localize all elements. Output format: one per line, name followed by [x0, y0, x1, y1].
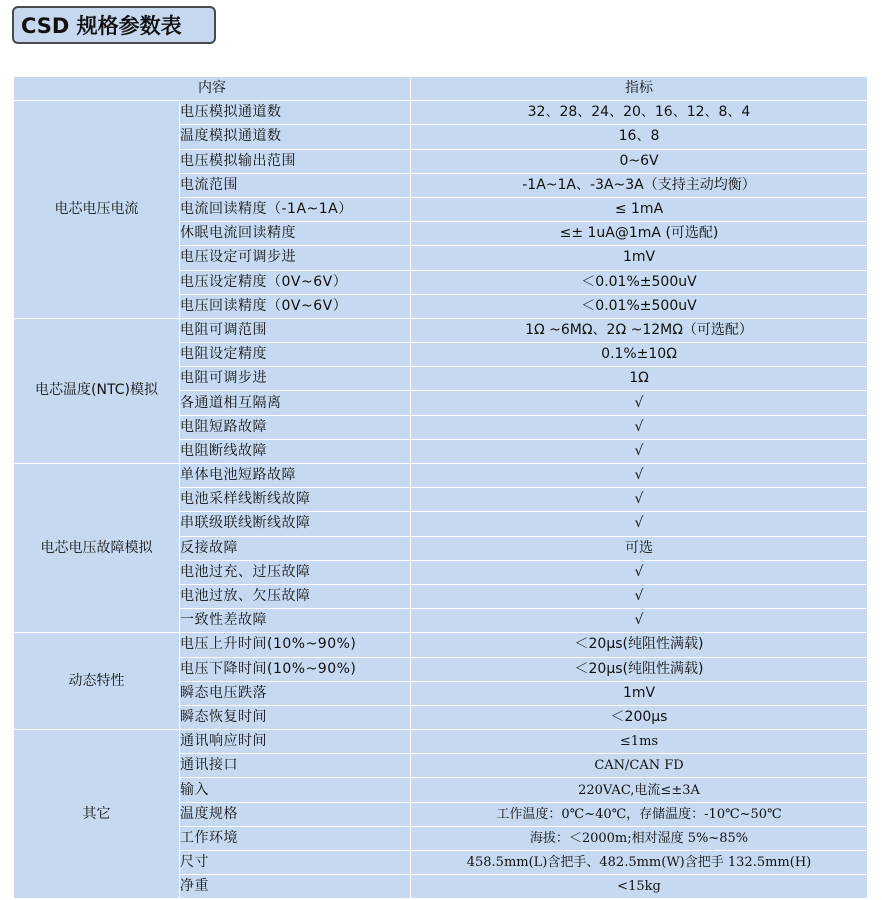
group-label: 动态特性	[14, 633, 180, 730]
spec-item: 温度规格	[180, 802, 411, 826]
spec-value: 16、8	[411, 125, 868, 149]
spec-value: √	[411, 464, 868, 488]
spec-value: 0.1%±10Ω	[411, 343, 868, 367]
spec-value: ＜0.01%±500uV	[411, 270, 868, 294]
spec-item: 电压回读精度（0V~6V）	[180, 294, 411, 318]
spec-value: √	[411, 488, 868, 512]
table-row	[14, 633, 868, 657]
table-row	[14, 464, 868, 488]
spec-item: 温度模拟通道数	[180, 125, 411, 149]
spec-value: √	[411, 584, 868, 608]
spec-value: √	[411, 609, 868, 633]
spec-value: 1mV	[411, 681, 868, 705]
spec-value: 1Ω ~6MΩ、2Ω ~12MΩ（可选配）	[411, 318, 868, 342]
group-label: 电芯温度(NTC)模拟	[14, 318, 180, 463]
spec-value: √	[411, 439, 868, 463]
page-title: CSD 规格参数表	[12, 6, 216, 44]
spec-item: 电阻断线故障	[180, 439, 411, 463]
spec-item: 电阻设定精度	[180, 343, 411, 367]
spec-item: 休眠电流回读精度	[180, 222, 411, 246]
spec-value: 220VAC,电流≤±3A	[411, 778, 868, 802]
spec-item: 电压下降时间(10%~90%)	[180, 657, 411, 681]
spec-value: √	[411, 415, 868, 439]
spec-item: 电阻可调范围	[180, 318, 411, 342]
spec-item: 电压设定精度（0V~6V）	[180, 270, 411, 294]
spec-value: ＜20μs(纯阻性满载)	[411, 633, 868, 657]
spec-value: 0~6V	[411, 149, 868, 173]
spec-value: CAN/CAN FD	[411, 754, 868, 778]
spec-item: 通讯接口	[180, 754, 411, 778]
spec-item: 单体电池短路故障	[180, 464, 411, 488]
spec-item: 电池过放、欠压故障	[180, 584, 411, 608]
spec-table	[13, 76, 868, 899]
spec-item: 净重	[180, 875, 411, 899]
spec-item: 一致性差故障	[180, 609, 411, 633]
spec-item: 电压模拟通道数	[180, 101, 411, 125]
table-row	[14, 101, 868, 125]
spec-value: ＜0.01%±500uV	[411, 294, 868, 318]
spec-value: ≤1ms	[411, 730, 868, 754]
spec-item: 串联级联线断线故障	[180, 512, 411, 536]
spec-value: 458.5mm(L)含把手、482.5mm(W)含把手 132.5mm(H)	[411, 851, 868, 875]
spec-value: ≤ 1mA	[411, 197, 868, 221]
spec-value: √	[411, 560, 868, 584]
group-label: 电芯电压电流	[14, 101, 180, 319]
spec-item: 瞬态电压跌落	[180, 681, 411, 705]
spec-item: 反接故障	[180, 536, 411, 560]
spec-item: 电压上升时间(10%~90%)	[180, 633, 411, 657]
spec-item: 电压设定可调步进	[180, 246, 411, 270]
spec-item: 电流范围	[180, 173, 411, 197]
spec-value: √	[411, 512, 868, 536]
spec-item: 电流回读精度（-1A~1A）	[180, 197, 411, 221]
spec-item: 输入	[180, 778, 411, 802]
spec-value: √	[411, 391, 868, 415]
spec-value: 工作温度：0℃~40℃，存储温度：-10℃~50℃	[411, 802, 868, 826]
table-row	[14, 730, 868, 754]
spec-value: 海拔：＜2000m;相对湿度 5%~85%	[411, 826, 868, 850]
spec-value: 1mV	[411, 246, 868, 270]
table-header-row	[14, 77, 868, 101]
group-label: 其它	[14, 730, 180, 899]
group-label: 电芯电压故障模拟	[14, 464, 180, 633]
table-row	[14, 318, 868, 342]
spec-item: 电池过充、过压故障	[180, 560, 411, 584]
spec-item: 各通道相互隔离	[180, 391, 411, 415]
spec-value: ≤± 1uA@1mA (可选配)	[411, 222, 868, 246]
spec-item: 通讯响应时间	[180, 730, 411, 754]
spec-value: 可选	[411, 536, 868, 560]
spec-table-body	[14, 101, 868, 899]
spec-value: ＜20μs(纯阻性满载)	[411, 657, 868, 681]
header-content: 内容	[14, 77, 411, 101]
spec-value: -1A~1A、-3A~3A（支持主动均衡）	[411, 173, 868, 197]
spec-value: 32、28、24、20、16、12、8、4	[411, 101, 868, 125]
spec-value: ＜200μs	[411, 705, 868, 729]
spec-item: 电阻可调步进	[180, 367, 411, 391]
spec-value: 1Ω	[411, 367, 868, 391]
spec-item: 电阻短路故障	[180, 415, 411, 439]
spec-item: 工作环境	[180, 826, 411, 850]
spec-item: 瞬态恢复时间	[180, 705, 411, 729]
header-indicator: 指标	[411, 77, 868, 101]
spec-value: <15kg	[411, 875, 868, 899]
spec-item: 电压模拟输出范围	[180, 149, 411, 173]
spec-item: 尺寸	[180, 851, 411, 875]
spec-item: 电池采样线断线故障	[180, 488, 411, 512]
